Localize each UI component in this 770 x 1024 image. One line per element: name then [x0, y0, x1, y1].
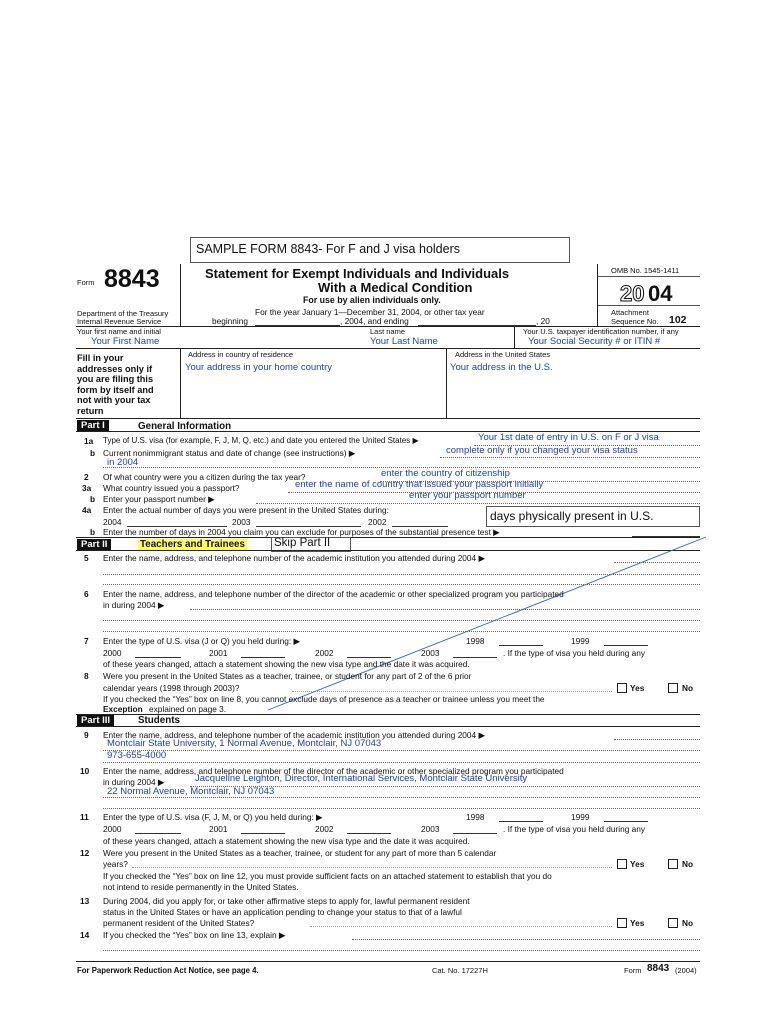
- us-address-field[interactable]: Your address in the U.S.: [450, 362, 553, 373]
- form-number: 8843: [104, 265, 160, 293]
- line-6-text-a: Enter the name, address, and telephone number of the director of the academic or other specialized program you participated: [103, 589, 564, 599]
- line-7-2001: 2001: [209, 648, 228, 658]
- twenty-label: , 20: [536, 316, 550, 326]
- line-13-text-b: status in the United States or have an application pending to change your status to that of a lawful: [103, 907, 462, 917]
- home-address-label: Address in country of residence: [188, 350, 294, 359]
- line-9-num: 9: [84, 730, 89, 740]
- line-8-text-c: If you checked the “Yes” box on line 8, you cannot exclude days of presence as a teacher or trainee unless you meet the: [103, 694, 545, 704]
- irs-label: Internal Revenue Service: [77, 317, 162, 326]
- home-address-field[interactable]: Your address in your home country: [185, 362, 332, 373]
- line-11-tail: . If the type of visa you held during any: [503, 824, 646, 834]
- line-13-no-label: No: [682, 918, 694, 928]
- form-subtitle: For use by alien individuals only.: [303, 295, 441, 305]
- line-8-exception: Exception: [103, 704, 143, 714]
- sequence-label: Sequence No.: [611, 317, 659, 326]
- line-10-text-a: Enter the name, address, and telephone number of the director of the academic or other specialized program you participated: [103, 766, 564, 776]
- paperwork-notice: For Paperwork Reduction Act Notice, see page 4.: [77, 966, 259, 975]
- line-12-text-b: years?: [103, 859, 128, 869]
- fill-note-line: addresses only if: [77, 363, 153, 374]
- line-10-field-2[interactable]: 22 Normal Avenue, Montclair, NJ 07043: [107, 786, 275, 797]
- line-11-num: 11: [80, 812, 89, 822]
- omb-number: OMB No. 1545-1411: [611, 266, 680, 275]
- tax-year-bold: 04: [648, 281, 673, 306]
- line-11-text: Enter the type of U.S. visa (F, J, M, or Q) you held during: ▶: [103, 812, 323, 822]
- line-1a-text: Type of U.S. visa (for example, F, J, M, Q, etc.) and date you entered the United States ▶: [103, 436, 419, 445]
- line-4a-2002: 2002: [368, 517, 387, 527]
- part3-title: Students: [138, 715, 180, 726]
- line-7-2002: 2002: [315, 648, 334, 658]
- line-12-text-a: Were you present in the United States as a teacher, trainee, or student for any part of more than 5 calendar: [103, 848, 497, 858]
- line-12-num: 12: [80, 848, 90, 858]
- line-13-no-checkbox[interactable]: [668, 918, 678, 928]
- line-8-num: 8: [84, 671, 89, 681]
- line-10-num: 10: [80, 766, 90, 776]
- line-10-text-b: in during 2004 ▶: [103, 777, 165, 787]
- part1-label: Part I: [77, 420, 109, 431]
- form-title-line1: Statement for Exempt Individuals and Individuals: [205, 266, 510, 281]
- line-3a-num: 3a: [82, 483, 92, 493]
- line-7-1998: 1998: [466, 636, 485, 646]
- line-4b-num: b: [90, 527, 96, 537]
- fill-note-line: return: [77, 405, 104, 416]
- days-present-annotation: days physically present in U.S.: [490, 509, 654, 523]
- line-10-field-1[interactable]: Jacqueline Leighton, Director, International Services, Montclair State University: [195, 773, 528, 784]
- line-13-text-a: During 2004, did you apply for, or take other affirmative steps to apply for, lawful permanent resident: [103, 896, 470, 906]
- line-9-field-1[interactable]: Montclair State University, 1 Normal Avenue, Montclair, NJ 07043: [107, 738, 382, 749]
- beginning-label: beginning: [212, 316, 248, 326]
- cat-number: Cat. No. 17227H: [432, 966, 488, 975]
- line-3a-text: What country issued you a passport?: [103, 483, 240, 493]
- line-2-field[interactable]: enter the country of citizenship: [381, 468, 510, 479]
- line-6-text-b: in during 2004 ▶: [103, 600, 165, 610]
- last-name-label: Last name: [370, 327, 406, 336]
- line-13-yes-label: Yes: [630, 918, 645, 928]
- last-name-field[interactable]: Your Last Name: [370, 336, 438, 347]
- line-14-num: 14: [80, 930, 90, 940]
- line-7-text: Enter the type of U.S. visa (J or Q) you held during: ▶: [103, 636, 300, 646]
- dept-treasury: Department of the Treasury: [77, 309, 169, 318]
- line-12-text-c: If you checked the “Yes” box on line 12, you must provide sufficient facts on an attached statement to establish that you do: [103, 871, 552, 881]
- line-12-no-label: No: [682, 859, 694, 869]
- form-label: Form: [77, 278, 95, 287]
- part2-label: Part II: [77, 539, 111, 550]
- attachment-label: Attachment: [611, 308, 649, 317]
- line-8-text-a: Were you present in the United States as a teacher, trainee, or student for any part of 2 of the 6 prior: [103, 671, 472, 681]
- tin-field[interactable]: Your Social Security # or ITIN #: [528, 336, 661, 347]
- line-7-text-b: of these years changed, attach a statement showing the new visa type and the date it was acquired.: [103, 659, 470, 669]
- line-1a-num: 1a: [84, 436, 94, 446]
- part3-label: Part III: [77, 715, 114, 726]
- line-8-yes-checkbox[interactable]: [617, 683, 627, 693]
- line-11-1999: 1999: [571, 812, 590, 822]
- footer-year: (2004): [675, 966, 697, 975]
- line-1b-text: Current nonimmigrant status and date of change (see instructions) ▶: [103, 448, 356, 458]
- line-9-field-2[interactable]: 973-655-4000: [107, 750, 167, 761]
- us-address-label: Address in the United States: [455, 350, 551, 359]
- fill-note-line: you are filing this: [77, 374, 154, 385]
- line-11-2003: 2003: [421, 824, 440, 834]
- line-3a-field[interactable]: enter the name of country that issued your passport initially: [295, 479, 544, 490]
- line-4a-2004: 2004: [103, 517, 122, 527]
- line-4a-2003: 2003: [232, 517, 251, 527]
- line-11-2002: 2002: [315, 824, 334, 834]
- line-11-2001: 2001: [209, 824, 228, 834]
- part1-title: General Information: [138, 421, 232, 432]
- line-8-text-d: explained on page 3.: [149, 704, 227, 714]
- tin-label: Your U.S. taxpayer identification number, if any: [523, 327, 679, 336]
- line-4a-num: 4a: [82, 505, 92, 515]
- line-11-2000: 2000: [103, 824, 122, 834]
- form-title-line2: With a Medical Condition: [318, 280, 473, 295]
- line-12-yes-label: Yes: [630, 859, 645, 869]
- line-1b-field-cont[interactable]: in 2004: [107, 457, 139, 468]
- line-4b-text: Enter the number of days in 2004 you claim you can exclude for purposes of the substantial presence test ▶: [103, 527, 500, 537]
- sample-header-text: SAMPLE FORM 8843- For F and J visa holders: [196, 242, 460, 256]
- line-13-num: 13: [80, 896, 90, 906]
- line-12-text-d: not intend to reside permanently in the United States.: [103, 882, 299, 892]
- line-3b-num: b: [90, 494, 96, 504]
- line-5-num: 5: [84, 553, 89, 563]
- skip-part2-note: Skip Part II: [274, 537, 331, 549]
- line-14-text: If you checked the “Yes” box on line 13, explain ▶: [103, 930, 286, 940]
- line-11-1998: 1998: [466, 812, 485, 822]
- line-1a-field[interactable]: Your 1st date of entry in U.S. on F or J visa: [478, 432, 659, 443]
- line-8-no-label: No: [682, 683, 694, 693]
- tax-year-line: For the year January 1—December 31, 2004, or other tax year: [255, 307, 485, 317]
- line-7-2003: 2003: [421, 648, 440, 658]
- line-8-yes-label: Yes: [630, 683, 645, 693]
- line-3b-text: Enter your passport number ▶: [103, 494, 215, 504]
- fill-note-line: form by itself and: [77, 384, 154, 395]
- line-13-yes-checkbox[interactable]: [617, 918, 627, 928]
- line-12-yes-checkbox[interactable]: [617, 859, 627, 869]
- line-1b-num: b: [90, 448, 96, 458]
- footer-form-number: 8843: [647, 963, 670, 974]
- first-name-field[interactable]: Your First Name: [91, 336, 160, 347]
- part2-title: Teachers and Trainees: [140, 539, 245, 550]
- line-1b-field[interactable]: complete only if you changed your visa status: [446, 445, 638, 456]
- first-name-label: Your first name and initial: [77, 327, 161, 336]
- line-4a-text: Enter the actual number of days you were present in the United States during:: [103, 505, 389, 515]
- line-11-text-b: of these years changed, attach a statement showing the new visa type and the date it was acquired.: [103, 836, 470, 846]
- line-13-text-c: permanent resident of the United States?: [103, 918, 255, 928]
- line-3b-field[interactable]: enter your passport number: [409, 490, 526, 501]
- line-2-num: 2: [84, 472, 89, 482]
- line-8-no-checkbox[interactable]: [668, 683, 678, 693]
- line-7-tail: . If the type of visa you held during any: [503, 648, 646, 658]
- line-7-num: 7: [84, 636, 89, 646]
- line-7-1999: 1999: [571, 636, 590, 646]
- line-8-text-b: calendar years (1998 through 2003)?: [103, 683, 240, 693]
- fill-note-line: not with your tax: [77, 395, 151, 406]
- line-7-2000: 2000: [103, 648, 122, 658]
- fill-note-line: Fill in your: [77, 353, 124, 363]
- ending-label: , 2004, and ending: [340, 316, 409, 326]
- footer-form-word: Form: [624, 966, 642, 975]
- line-9-text: Enter the name, address, and telephone number of the academic institution you attended during 2004 ▶: [103, 730, 485, 740]
- sequence-number: 102: [669, 314, 687, 326]
- tax-year-outline: 20: [620, 281, 645, 306]
- line-12-no-checkbox[interactable]: [668, 859, 678, 869]
- line-6-num: 6: [84, 589, 89, 599]
- line-2-text: Of what country were you a citizen during the tax year?: [103, 472, 306, 482]
- line-5-text: Enter the name, address, and telephone number of the academic institution you attended during 2004 ▶: [103, 553, 485, 563]
